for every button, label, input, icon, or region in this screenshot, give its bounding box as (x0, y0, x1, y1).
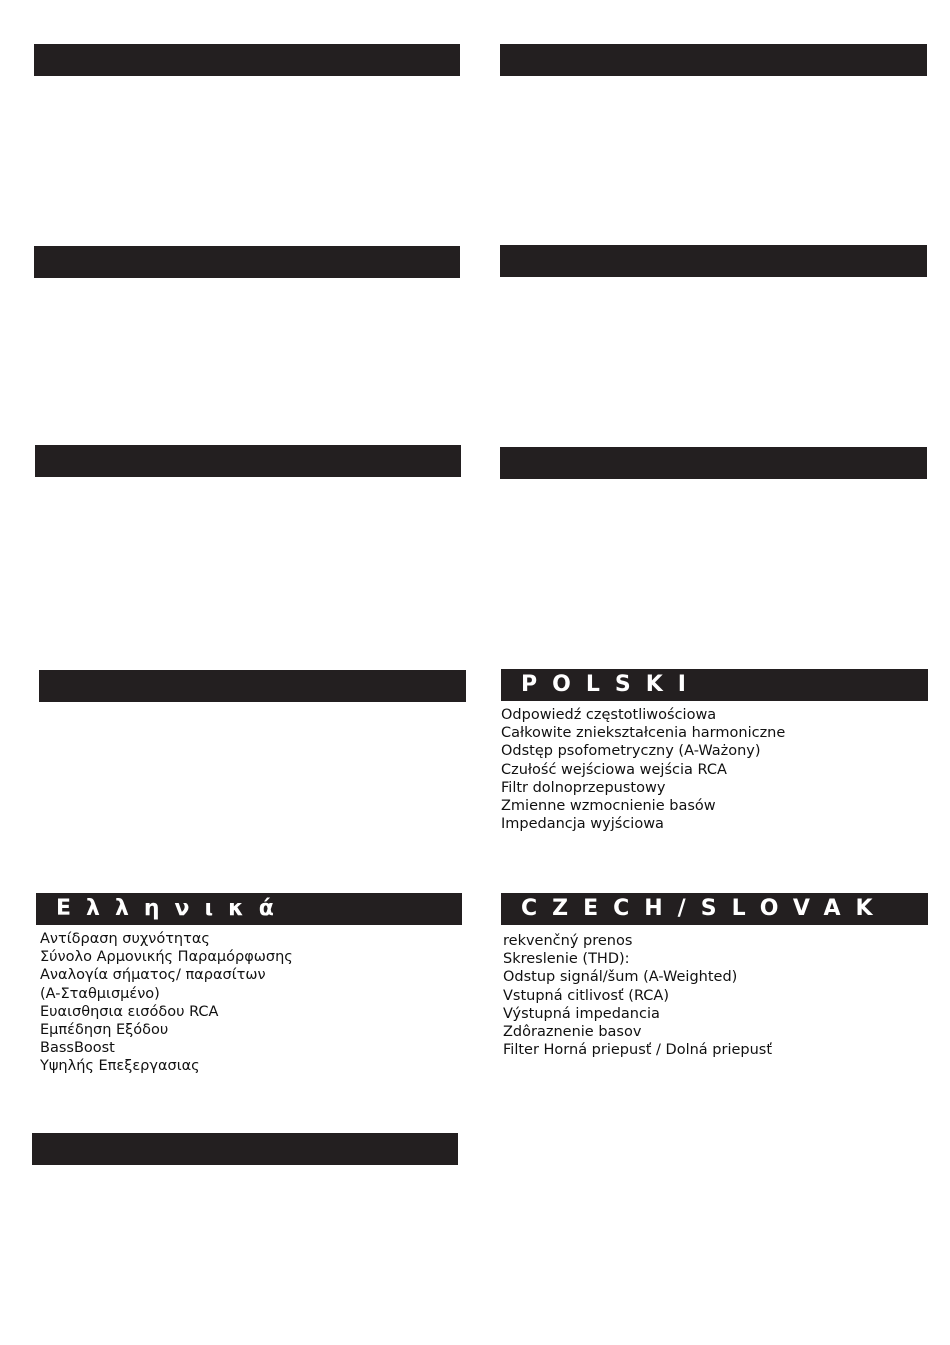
spec-item: BassBoost (40, 1040, 115, 1057)
section-header-bar-left-3 (35, 445, 461, 477)
spec-item: Αναλογία σήματος/ παρασίτων (40, 967, 266, 984)
section-header-bar-right-3 (500, 447, 927, 479)
section-header-bar-left-2 (34, 246, 460, 278)
section-header-greek: Ελληνικά (36, 893, 462, 925)
spec-item: Całkowite zniekształcenia harmoniczne (501, 725, 786, 742)
spec-item: Skreslenie (THD): (503, 951, 630, 968)
spec-item: Odstup signál/šum (A-Weighted) (503, 969, 738, 986)
spec-list-polski (501, 706, 785, 833)
section-header-bar-left-1 (34, 44, 460, 76)
spec-item: rekvenčný prenos (503, 933, 633, 949)
section-header-bar-right-2 (500, 245, 927, 277)
spec-list-greek (40, 930, 293, 1076)
spec-item: Zdôraznenie basov (503, 1024, 642, 1041)
section-header-bar-right-1 (500, 44, 927, 76)
spec-item: Αντίδραση συχνότητας (40, 931, 210, 947)
section-header-polski: POLSKI (501, 669, 928, 701)
section-header-bar-left-5 (32, 1133, 458, 1165)
section-header-czech-slovak: CZECH/SLOVAK (501, 893, 928, 925)
spec-list-czech-slovak (503, 932, 772, 1059)
spec-item: Impedancja wyjściowa (501, 816, 664, 833)
spec-item: Vstupná citlivosť (RCA) (503, 987, 669, 1004)
spec-item: Σύνολο Αρμονικής Παραμόρφωσης (40, 949, 293, 966)
spec-item: Filtr dolnoprzepustowy (501, 779, 666, 796)
spec-item: Υψηλής Επεξεργασιας (40, 1058, 200, 1075)
spec-item: Odstęp psofometryczny (A-Ważony) (501, 743, 761, 760)
spec-item: Εμπέδηση Εξόδου (40, 1022, 169, 1039)
spec-item: Zmienne wzmocnienie basów (501, 798, 716, 815)
spec-item: Filter Horná priepusť / Dolná priepusť (503, 1042, 773, 1059)
spec-item: (A-Σταθμισμένο) (40, 985, 160, 1002)
spec-item: Odpowiedź częstotliwościowa (501, 707, 717, 723)
spec-item: Výstupná impedancia (503, 1005, 660, 1022)
spec-item: Ευαισθησια εισόδου RCA (40, 1003, 219, 1020)
spec-item: Czułość wejściowa wejścia RCA (501, 761, 727, 778)
section-header-bar-left-4 (39, 670, 466, 702)
